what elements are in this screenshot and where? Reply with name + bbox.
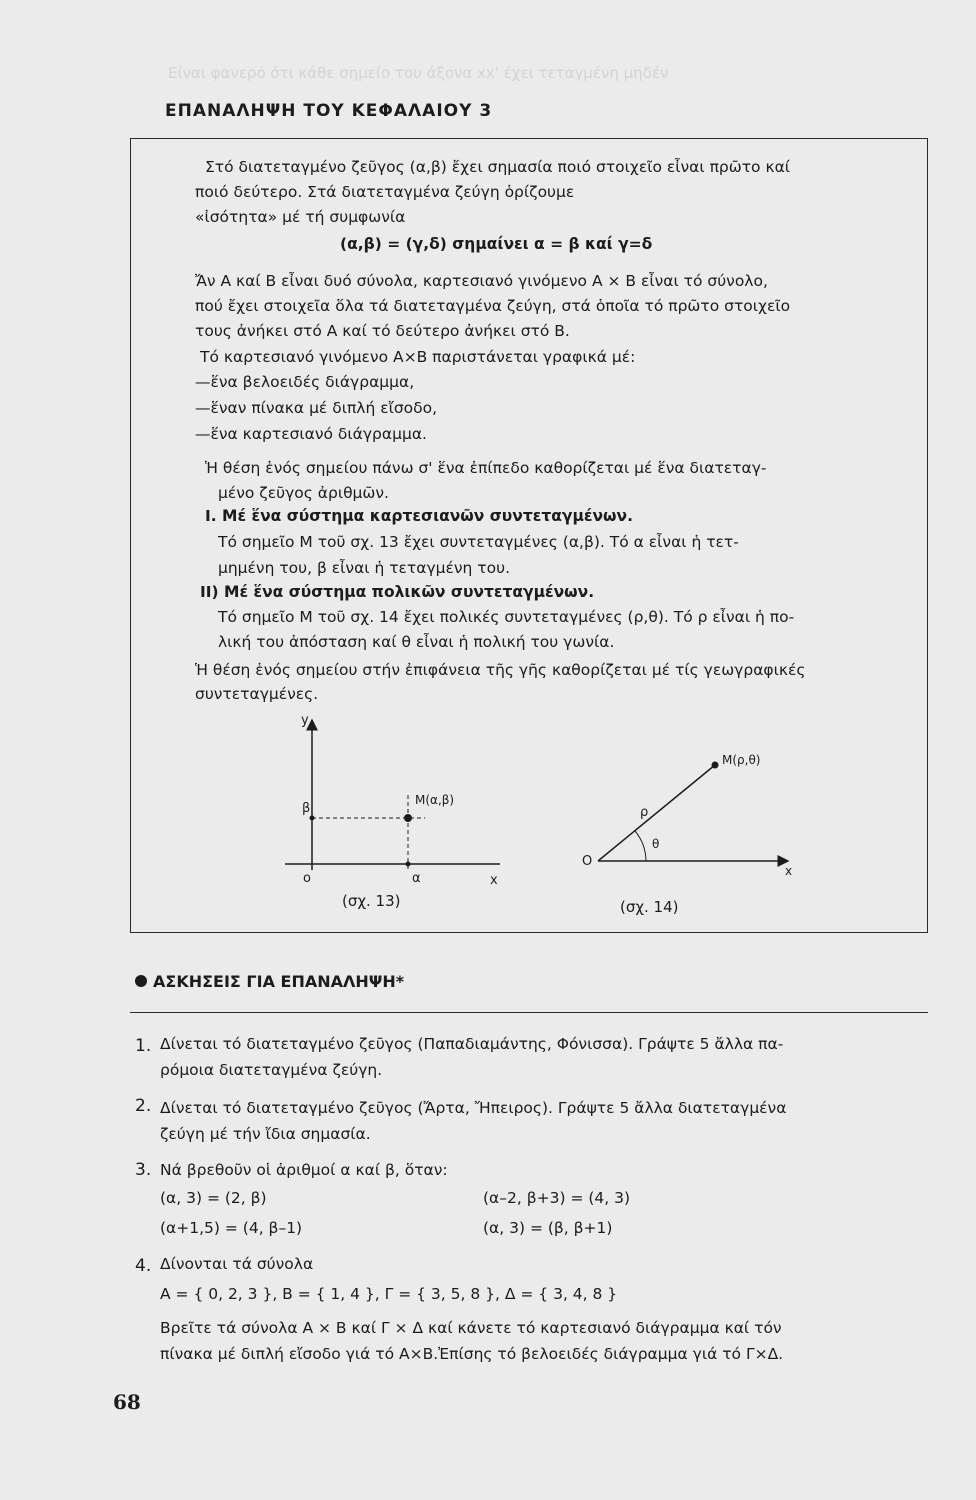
equation: (α–2, β+3) = (4, 3) [483,1189,631,1207]
summary-line: Τό σημεῖο Μ τοῦ σχ. 13 ἔχει συντεταγμένες (α,β). Τό α εἶναι ἡ τετ- [218,533,739,551]
alpha-tick [406,862,411,867]
y-axis-label: y [301,713,309,728]
exercise-number: 2. [135,1096,152,1116]
summary-line: —ἕναν πίνακα μέ διπλή εἴσοδο, [195,399,438,417]
beta-label: β [302,801,311,816]
alpha-label: α [412,871,421,886]
beta-tick [310,816,315,821]
figure-13-caption: (σχ. 13) [342,892,401,910]
summary-line: «ἰσότητα» μέ τή συμφωνία [195,208,406,226]
point-m-label: Μ(α,β) [415,793,455,807]
exercise-4-text: Δίνονται τά σύνολα [160,1255,314,1273]
summary-line: ποιό δεύτερο. Στά διατεταγμένα ζεύγη ὁρίζουμε [195,183,575,201]
exercise-number: 1. [135,1036,152,1056]
bleed-through-text: Είναι φανερό ότι κάθε σημείο του άξονα xx' έχει τεταγμένη μηδέν [168,64,669,82]
summary-line: —ἕνα καρτεσιανό διάγραμμα. [195,425,427,443]
exercise-2-text: ζεύγη μέ τήν ἴδια σημασία. [160,1125,371,1143]
summary-line: Τό καρτεσιανό γινόμενο Α×Β παριστάνεται γραφικά μέ: [200,348,636,366]
exercise-3-text: Νά βρεθοῦν οἱ ἀριθμοί α καί β, ὅταν: [160,1161,448,1179]
exercise-4-sets: Α = { 0, 2, 3 }, Β = { 1, 4 }, Γ = { 3, 5, 8 }, Δ = { 3, 4, 8 } [160,1285,618,1303]
exercise-1-text: Δίνεται τό διατεταγμένο ζεῦγος (Παπαδιαμάντης, Φόνισσα). Γράψτε 5 ἄλλα πα- [160,1035,784,1053]
summary-line: Ἄν Α καί Β εἶναι δυό σύνολα, καρτεσιανό γινόμενο Α × Β εἶναι τό σύνολο, [195,272,768,290]
theta-label: θ [652,837,660,851]
figure-13-cartesian-diagram [270,700,510,920]
origin-label: Ο [582,854,593,869]
polar-heading: II) Μέ ἕνα σύστημα πολικῶν συντεταγμένων. [200,583,595,601]
summary-line: Ἡ θέση ἑνός σημείου πάνω σ' ἕνα ἐπίπεδο καθορίζεται μέ ἕνα διατεταγ- [205,459,767,477]
summary-line: Τό σημεῖο Μ τοῦ σχ. 14 ἔχει πολικές συντεταγμένες (ρ,θ). Τό ρ εἶναι ἡ πο- [218,608,795,626]
summary-line: τους ἀνήκει στό Α καί τό δεύτερο ἀνήκει στό Β. [195,322,570,340]
x-axis-label: x [490,873,498,888]
summary-line: μημένη του, β εἶναι ἡ τεταγμένη του. [218,559,511,577]
summary-line: Στό διατεταγμένο ζεῦγος (α,β) ἔχει σημασία ποιό στοιχεῖο εἶναι πρῶτο καί [205,158,791,176]
equation: (α, 3) = (2, β) [160,1189,267,1207]
equation: (α, 3) = (β, β+1) [483,1219,613,1237]
point-m-label: Μ(ρ,θ) [722,753,761,767]
summary-line: Ἡ θέση ἑνός σημείου στήν ἐπιφάνεια τῆς γῆς καθορίζεται μέ τίς γεωγραφικές [195,661,806,679]
equality-definition: (α,β) = (γ,δ) σημαίνει α = β καί γ=δ [340,235,653,253]
exercises-heading [135,972,404,991]
exercise-number: 4. [135,1256,152,1276]
exercise-1-text: ρόμοια διατεταγμένα ζεύγη. [160,1061,383,1079]
bullet-icon [135,975,147,987]
angle-arc [635,831,646,861]
chapter-review-title: ΕΠΑΝΑΛΗΨΗ ΤΟΥ ΚΕΦΑΛΑΙΟΥ 3 [165,101,493,121]
exercises-heading-text: ΑΣΚΗΣΕΙΣ ΓΙΑ ΕΠΑΝΑΛΗΨΗ* [153,972,405,991]
exercise-2-text: Δίνεται τό διατεταγμένο ζεῦγος (Ἄρτα, Ἤπειρος). Γράψτε 5 ἄλλα διατεταγμένα [160,1099,787,1117]
page-number: 68 [113,1390,141,1414]
exercise-number: 3. [135,1160,152,1180]
equation: (α+1,5) = (4, β–1) [160,1219,303,1237]
cartesian-heading: I. Μέ ἕνα σύστημα καρτεσιανῶν συντεταγμένων. [205,507,633,525]
summary-line: συντεταγμένες. [195,685,319,703]
summary-line: μένο ζεῦγος ἀριθμῶν. [218,484,389,502]
point-m [712,762,719,769]
figure-14-polar-diagram [560,740,800,920]
summary-line: λική του ἀπόσταση καί θ εἶναι ἡ πολική του γωνία. [218,633,615,651]
origin-label: o [303,871,311,886]
figure-14-caption: (σχ. 14) [620,898,679,916]
summary-line: πού ἔχει στοιχεῖα ὅλα τά διατεταγμένα ζεύγη, στά ὁποῖα τό πρῶτο στοιχεῖο [195,297,791,315]
exercise-4-text: Βρεῖτε τά σύνολα Α × Β καί Γ × Δ καί κάνετε τό καρτεσιανό διάγραμμα καί τόν [160,1319,782,1337]
x-axis-label: x [785,864,793,878]
point-m [404,814,412,822]
summary-line: —ἕνα βελοειδές διάγραμμα, [195,373,415,391]
rho-label: ρ [640,805,649,820]
exercise-4-text: πίνακα μέ διπλή εἴσοδο γιά τό Α×Β.Ἐπίσης τό βελοειδές διάγραμμα γιά τό Γ×Δ. [160,1345,784,1363]
divider [130,1012,928,1013]
